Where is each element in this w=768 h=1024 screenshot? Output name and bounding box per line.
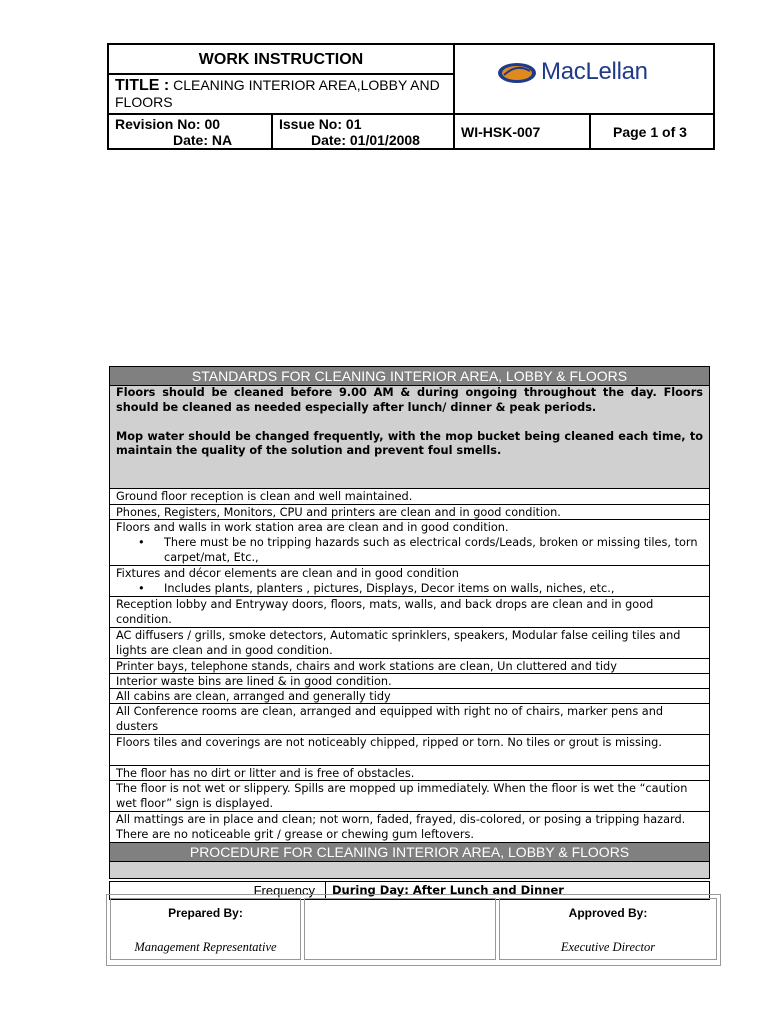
standard-row xyxy=(109,566,710,597)
frequency-value: During Day: After Lunch and Dinner xyxy=(332,883,564,897)
intro-paragraph-2: Mop water should be changed frequently, with the mop bucket being cleaned each time, to maintain the quality of the solution and prevent foul smells. xyxy=(116,429,703,457)
issue-date: Date: 01/01/2008 xyxy=(311,132,420,148)
signature-block xyxy=(106,894,721,966)
approved-by-cell xyxy=(499,898,717,960)
standard-text: Phones, Registers, Monitors, CPU and printers are clean and in good condition. xyxy=(116,506,561,519)
standard-row xyxy=(109,766,710,781)
standard-text: All Conference rooms are clean, arranged and equipped with right no of chairs, marker pens and dusters xyxy=(116,705,664,733)
standard-row xyxy=(109,689,710,704)
standard-row xyxy=(109,781,710,812)
logo-text: MacLellan xyxy=(541,58,648,85)
standard-text: All cabins are clean, arranged and generally tidy xyxy=(116,690,391,703)
approved-by-name: Executive Director xyxy=(560,940,656,954)
work-instruction-cell xyxy=(107,43,455,75)
standard-text: The floor is not wet or slippery. Spills are mopped up immediately. When the floor is wet the “caution wet floor” sign is displayed. xyxy=(116,782,688,810)
standard-text: Reception lobby and Entryway doors, floors, mats, walls, and back drops are clean and in good condition. xyxy=(116,598,654,626)
standard-row xyxy=(109,597,710,628)
page-number-cell xyxy=(589,113,715,150)
standard-text: All mattings are in place and clean; not worn, faded, frayed, dis-colored, or posing a tripping hazard. There are no noticeable grit / grease or chewing gum leftovers. xyxy=(116,813,686,841)
revision-date: Date: NA xyxy=(173,132,233,148)
prepared-by-cell xyxy=(110,898,301,960)
maclellan-logo-icon xyxy=(497,61,537,85)
standard-text: The floor has no dirt or litter and is free of obstacles. xyxy=(116,767,415,780)
standard-bullet: • Includes plants, planters , pictures, Displays, Decor items on walls, niches, etc., xyxy=(116,581,703,596)
standard-row xyxy=(109,628,710,659)
standard-row xyxy=(109,489,710,505)
standard-text: AC diffusers / grills, smoke detectors, Automatic sprinklers, speakers, Modular false ceiling tiles and lights are clean and in good condition. xyxy=(116,629,681,657)
revision-number: Revision No: 00 xyxy=(115,116,221,132)
issue-number: Issue No: 01 xyxy=(279,116,362,132)
approved-by-label: Approved By: xyxy=(568,906,648,920)
title-value: CLEANING INTERIOR AREA,LOBBY AND FLOORS xyxy=(115,77,440,110)
procedure-blank-row xyxy=(109,862,710,879)
standard-row xyxy=(109,704,710,735)
doc-code-cell xyxy=(453,113,591,150)
title-cell xyxy=(107,73,455,115)
standard-row xyxy=(109,505,710,520)
standards-table xyxy=(109,366,710,900)
standard-text: Ground floor reception is clean and well maintained. xyxy=(116,490,413,503)
issue-cell xyxy=(271,113,455,150)
standard-row xyxy=(109,812,710,843)
prepared-by-name: Management Representative xyxy=(134,940,277,954)
standard-bullet: • There must be no tripping hazards such as electrical cords/Leads, broken or missing tiles, torn carpet/mat, Etc., xyxy=(116,535,703,565)
document-header xyxy=(107,43,715,150)
standard-row xyxy=(109,520,710,566)
standard-text: Interior waste bins are lined & in good condition. xyxy=(116,675,392,688)
standard-text: Floors and walls in work station area are clean and in good condition. xyxy=(116,521,509,534)
document-title xyxy=(115,77,453,111)
work-instruction-heading: WORK INSTRUCTION xyxy=(198,51,364,68)
title-label: TITLE : xyxy=(115,77,170,94)
intro-paragraph-1: Floors should be cleaned before 9.00 AM & during ongoing throughout the day. Floors should be cleaned as needed especially after lunch/ dinner & peak periods. xyxy=(116,386,703,414)
standard-text: Printer bays, telephone stands, chairs and work stations are clean, Un cluttered and tidy xyxy=(116,660,617,673)
signature-middle-cell xyxy=(304,898,496,960)
standard-row xyxy=(109,735,710,766)
standard-text: Fixtures and décor elements are clean and in good condition xyxy=(116,567,459,580)
frequency-label: Frequency xyxy=(110,882,326,899)
procedure-title: PROCEDURE FOR CLEANING INTERIOR AREA, LOBBY & FLOORS xyxy=(109,843,710,862)
prepared-by-label: Prepared By: xyxy=(168,906,243,920)
standards-title: STANDARDS FOR CLEANING INTERIOR AREA, LOBBY & FLOORS xyxy=(109,366,710,386)
page-number: Page 1 of 3 xyxy=(613,124,687,140)
standard-text: Floors tiles and coverings are not noticeably chipped, ripped or torn. No tiles or grout is missing. xyxy=(116,736,662,749)
doc-code: WI-HSK-007 xyxy=(461,124,541,140)
revision-cell xyxy=(107,113,273,150)
standard-row xyxy=(109,659,710,674)
standard-row xyxy=(109,674,710,689)
logo-cell xyxy=(453,43,715,115)
standards-intro xyxy=(109,386,710,489)
